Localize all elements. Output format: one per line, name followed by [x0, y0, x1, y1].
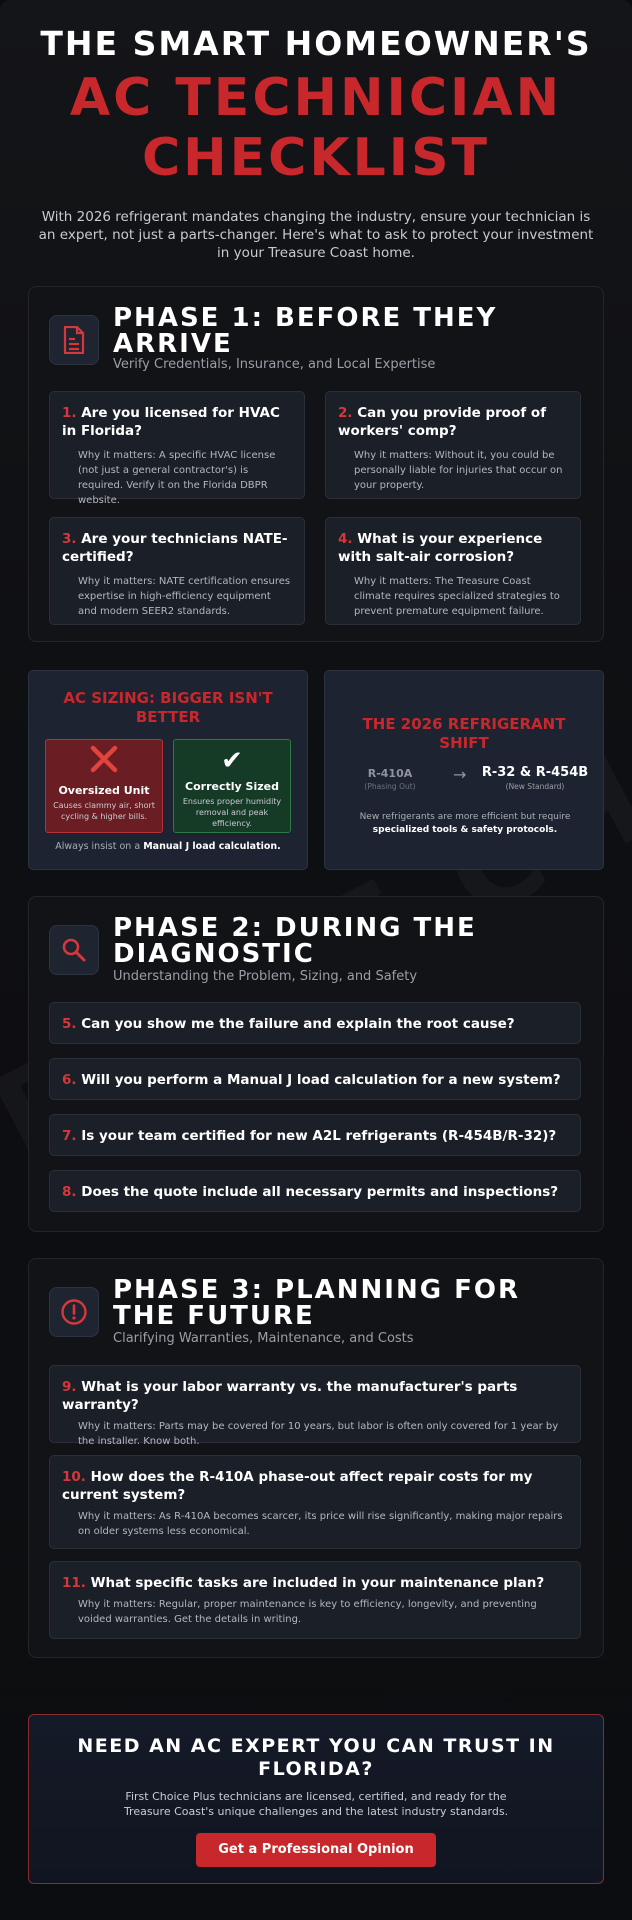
correct-desc: Ensures proper humidity removal and peak efficiency.: [182, 797, 282, 828]
question-why: Why it matters: A specific HVAC license (not just a general contractor's) is required. Verify it on the Florida DBPR website.: [78, 450, 276, 506]
question-number: 7.: [62, 1128, 77, 1144]
sizing-card: [28, 670, 308, 870]
x-icon: [46, 744, 162, 782]
new-refrigerant: [475, 765, 595, 791]
question-card-4: [325, 517, 581, 625]
question-text: What specific tasks are included in your maintenance plan?: [90, 1575, 545, 1591]
get-professional-opinion-button[interactable]: Get a Professional Opinion: [196, 1833, 436, 1867]
question-number: 8.: [62, 1184, 77, 1200]
phase2-title: PHASE 2: DURING THE DIAGNOSTIC: [113, 913, 477, 969]
correct-label: Correctly Sized: [185, 780, 279, 793]
hero-title-line1: THE SMART HOMEOWNER'S: [40, 24, 592, 63]
question-text: Are you licensed for HVAC in Florida?: [62, 405, 280, 439]
hero-header: [0, 24, 632, 262]
sizing-note-bold: Manual J load calculation.: [143, 841, 281, 852]
question-text: Can you show me the failure and explain the root cause?: [81, 1016, 515, 1032]
question-number: 6.: [62, 1072, 77, 1088]
hero-title-line2: AC TECHNICIAN: [69, 68, 563, 128]
refrigerant-note-bold: specialized tools & safety protocols.: [372, 825, 558, 835]
document-icon: [49, 315, 99, 365]
question-text: Can you provide proof of workers' comp?: [338, 405, 547, 439]
phase2-header: [49, 915, 579, 985]
question-title: [62, 530, 292, 566]
phase3-subtitle: Clarifying Warranties, Maintenance, and Costs: [113, 1331, 414, 1346]
phase1-title: PHASE 1: BEFORE THEY ARRIVE: [113, 303, 498, 359]
phase1-section: [28, 286, 604, 642]
question-title: [338, 404, 568, 440]
cta-section: [28, 1714, 604, 1884]
refrigerant-note: [345, 811, 585, 837]
question-why: Why it matters: The Treasure Coast climate requires specialized strategies to prevent premature equipment failure.: [354, 576, 560, 617]
question-title: [62, 1015, 568, 1033]
old-refrigerant-name: R-410A: [367, 767, 413, 780]
question-text: Does the quote include all necessary permits and inspections?: [81, 1184, 559, 1200]
question-card-2: [325, 391, 581, 499]
alert-circle-icon: [49, 1287, 99, 1337]
question-number: 2.: [338, 405, 353, 421]
new-refrigerant-tag: (New Standard): [505, 782, 565, 791]
question-text: Is your team certified for new A2L refrigerants (R-454B/R-32)?: [81, 1128, 557, 1144]
question-why: Why it matters: Regular, proper maintenance is key to efficiency, longevity, and preventing voided warranties. Get the details in writing.: [78, 1599, 537, 1625]
question-number: 11.: [62, 1575, 86, 1591]
question-title: [62, 404, 292, 440]
old-refrigerant-tag: (Phasing Out): [364, 782, 416, 791]
refrigerant-note-plain: New refrigerants are more efficient but require: [359, 812, 571, 822]
phase3-header: [49, 1277, 579, 1347]
hero-intro: With 2026 refrigerant mandates changing the industry, ensure your technician is an expert, not just a parts-changer. Here's what to ask to protect your investment in your Treasure Coast home.: [38, 209, 594, 261]
question-title: [62, 1127, 568, 1145]
question-text: How does the R-410A phase-out affect repair costs for my current system?: [62, 1469, 533, 1503]
refrigerant-title: THE 2026 REFRIGERANT SHIFT: [362, 715, 566, 752]
magnifier-icon: [49, 925, 99, 975]
sizing-title: AC SIZING: BIGGER ISN'T BETTER: [63, 689, 273, 726]
question-why: Why it matters: Without it, you could be personally liable for injuries that occur on your property.: [354, 450, 563, 491]
question-card-5: [49, 1002, 581, 1044]
question-text: What is your experience with salt-air corrosion?: [338, 531, 543, 565]
question-number: 1.: [62, 405, 77, 421]
sizing-note-prefix: Always insist on a: [55, 841, 141, 852]
question-card-6: [49, 1058, 581, 1100]
question-why: Why it matters: As R-410A becomes scarcer, its price will rise significantly, making major repairs on older systems less economical.: [78, 1511, 563, 1537]
phase2-subtitle: Understanding the Problem, Sizing, and Safety: [113, 969, 418, 984]
phase3-title: PHASE 3: PLANNING FOR THE FUTURE: [113, 1275, 520, 1331]
question-number: 9.: [62, 1379, 77, 1395]
correct-size-box: [173, 739, 291, 833]
oversized-desc: Causes clammy air, short cycling & higher bills.: [53, 801, 155, 821]
question-number: 10.: [62, 1469, 86, 1485]
oversized-label: Oversized Unit: [58, 784, 150, 797]
question-title: [62, 1468, 568, 1504]
refrigerant-card: [324, 670, 604, 870]
question-card-9: [49, 1365, 581, 1447]
question-text: What is your labor warranty vs. the manufacturer's parts warranty?: [62, 1379, 518, 1413]
phase3-section: [28, 1258, 604, 1658]
check-icon: ✔: [221, 746, 243, 776]
question-title: [62, 1574, 568, 1592]
cta-title: NEED AN AC EXPERT YOU CAN TRUST IN FLORIDA?: [77, 1735, 555, 1780]
question-number: 4.: [338, 531, 353, 547]
question-card-1: [49, 391, 305, 506]
phase2-section: [28, 896, 604, 1232]
question-title: [62, 1071, 568, 1089]
question-text: Are your technicians NATE-certified?: [62, 531, 288, 565]
sizing-note: [29, 841, 307, 852]
oversized-unit-box: [45, 739, 163, 833]
cta-text: First Choice Plus technicians are licensed, certified, and ready for the Treasure Coast's unique challenges and the latest industry standards.: [123, 1790, 509, 1818]
question-card-3: [49, 517, 305, 625]
question-number: 3.: [62, 531, 77, 547]
question-why: Why it matters: Parts may be covered for 10 years, but labor is often only covered for 1 year by the installer. Know both.: [78, 1421, 559, 1447]
question-card-7: [49, 1114, 581, 1156]
new-refrigerant-name: R-32 & R-454B: [481, 765, 589, 780]
question-number: 5.: [62, 1016, 77, 1032]
arrow-right-icon: →: [453, 765, 467, 784]
question-card-8: [49, 1170, 581, 1212]
phase1-subtitle: Verify Credentials, Insurance, and Local Expertise: [113, 357, 436, 372]
question-title: [62, 1378, 568, 1414]
question-title: [338, 530, 568, 566]
phase1-header: [49, 305, 579, 375]
old-refrigerant: [355, 767, 425, 791]
question-title: [62, 1183, 568, 1201]
hero-title-line3: CHECKLIST: [141, 128, 491, 188]
question-card-11: [49, 1561, 581, 1639]
question-text: Will you perform a Manual J load calculation for a new system?: [81, 1072, 561, 1088]
question-card-10: [49, 1455, 581, 1549]
question-why: Why it matters: NATE certification ensures expertise in high-efficiency equipment and modern SEER2 standards.: [78, 576, 291, 617]
